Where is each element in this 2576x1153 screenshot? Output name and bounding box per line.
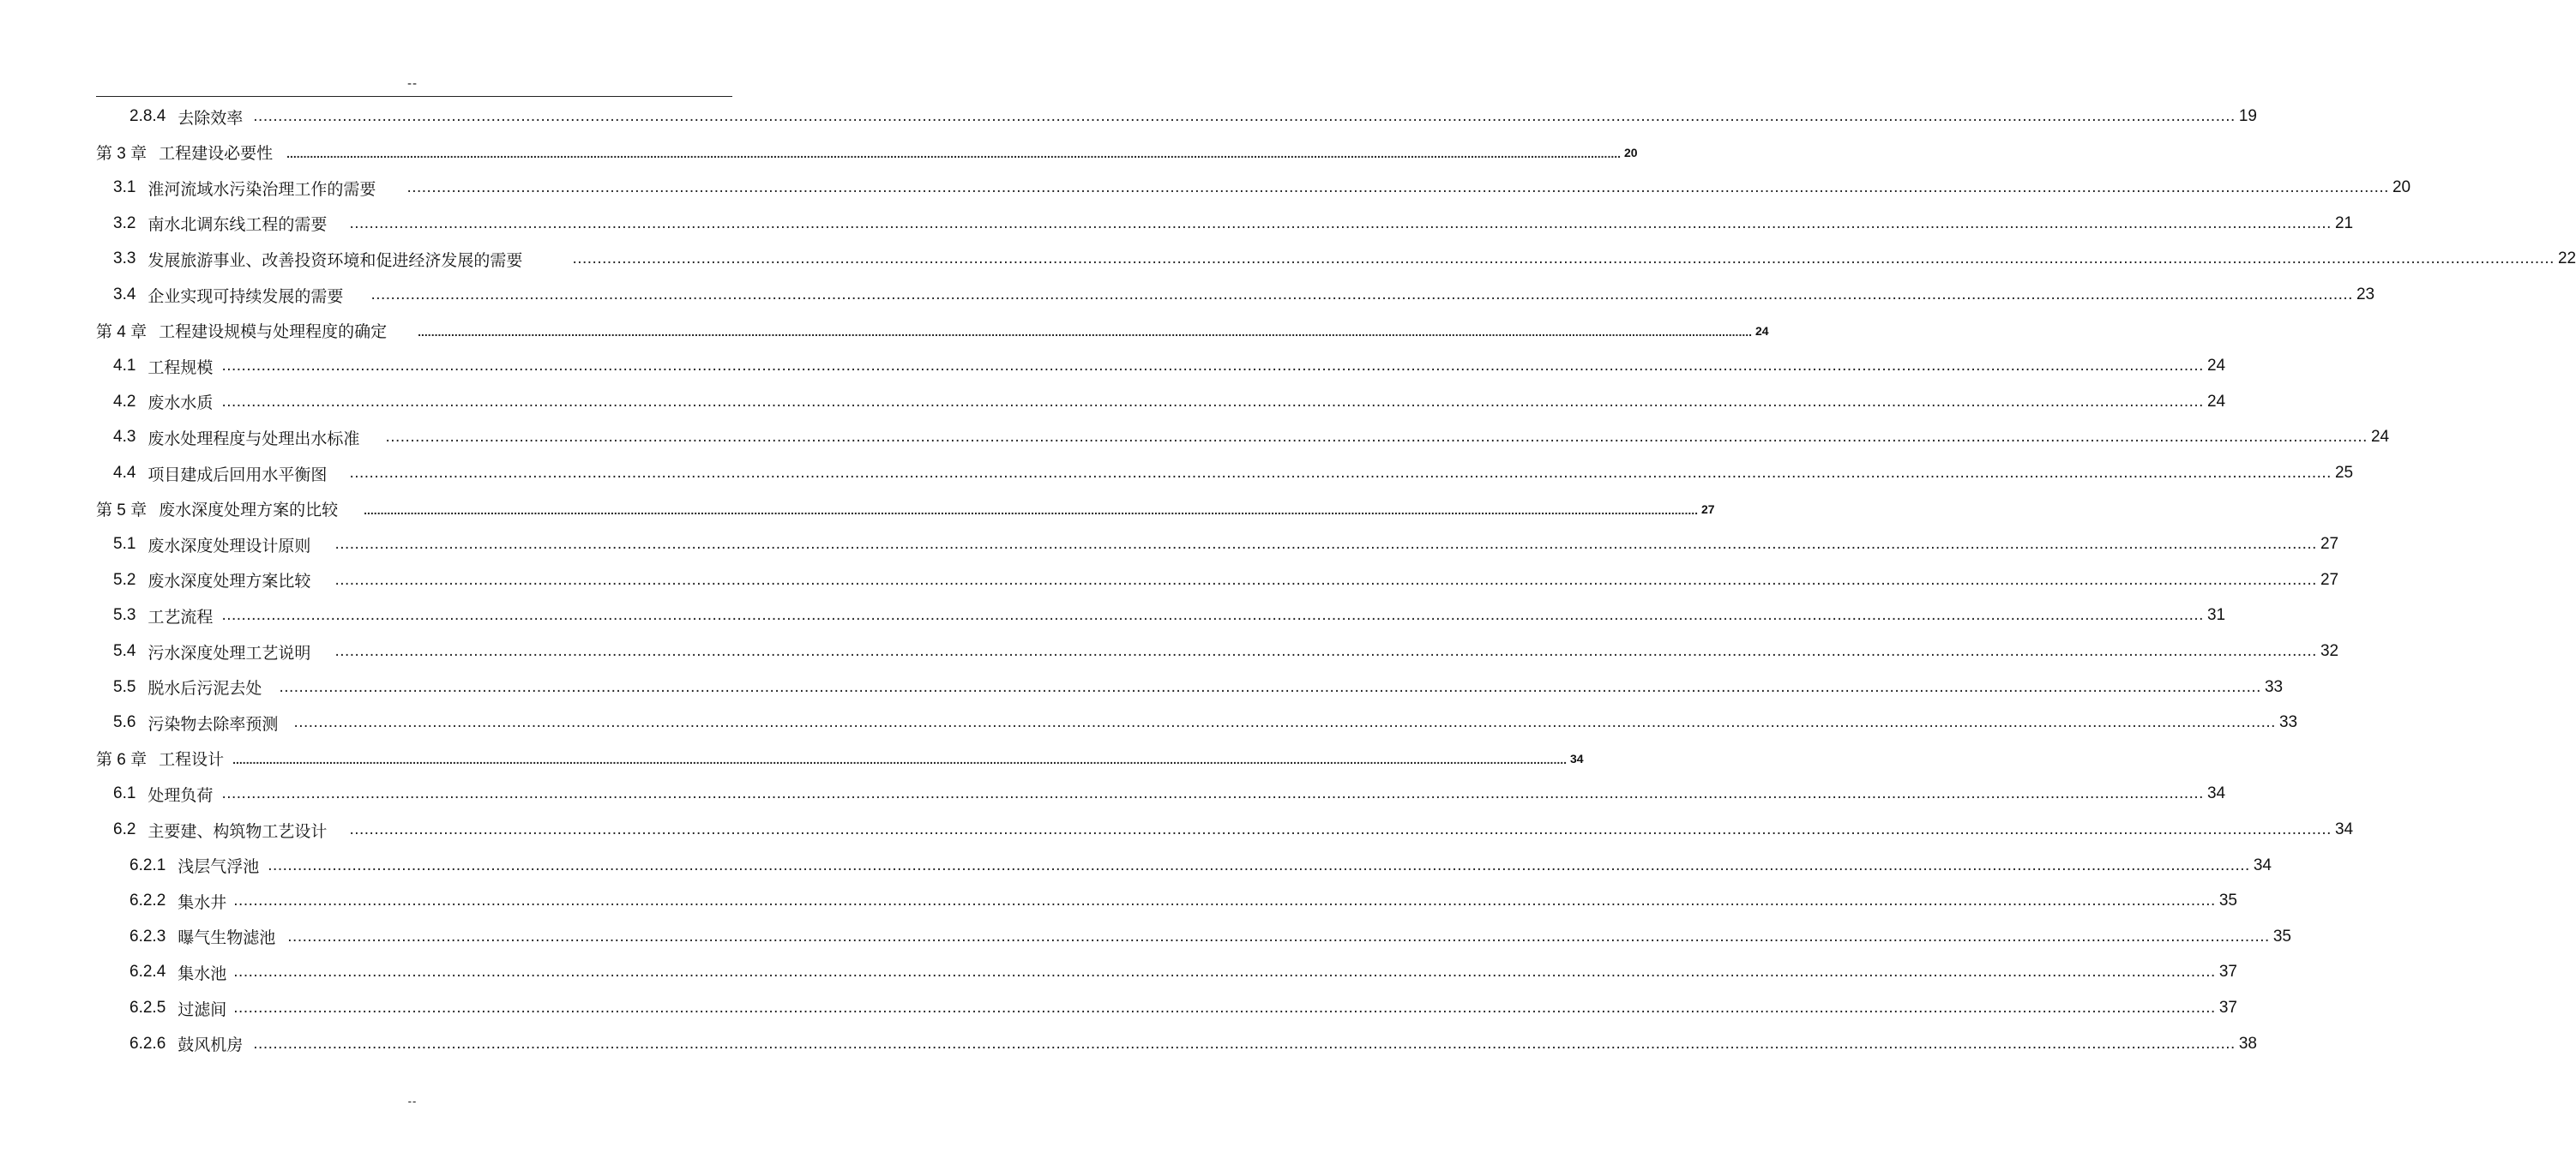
- toc-leader-dots: ................................................................................................................................................................................................................................................................................................................................................................................................................: [349, 213, 2332, 232]
- toc-entry-page-number: 34: [2206, 784, 2226, 803]
- toc-entry-第4章[interactable]: [96, 318, 1769, 344]
- toc-entry-title: 工程建设必要性: [159, 144, 274, 164]
- toc-entry-title: 集水池: [178, 964, 227, 983]
- toc-entry-title: 废水深度处理设计原则: [147, 536, 311, 555]
- toc-entry-page-number: 25: [2334, 464, 2354, 482]
- toc-entry-page-number: 24: [2206, 392, 2226, 411]
- toc-entry-5-1[interactable]: [113, 531, 2339, 557]
- toc-entry-title: 发展旅游事业、改善投资环境和促进经济发展的需要: [147, 250, 523, 270]
- toc-entry-6-2-2[interactable]: [129, 888, 2237, 914]
- toc-entry-number: 6.2.3: [129, 927, 166, 946]
- toc-entry-page-number: 27: [1701, 501, 1715, 516]
- toc-entry-title: 废水处理程度与处理出水标准: [147, 429, 360, 448]
- toc-entry-page-number: 24: [1755, 323, 1769, 338]
- toc-entry-第6章[interactable]: [96, 746, 1584, 772]
- toc-entry-4-2[interactable]: [113, 389, 2226, 415]
- toc-leader-dots: ................................................................................................................................................................................................................................................................................................................................................................................................................: [233, 999, 2216, 1017]
- toc-entry-number: 2.8.4: [129, 107, 166, 125]
- toc-entry-number: 第 5 章: [96, 501, 147, 520]
- toc-entry-4-3[interactable]: [113, 424, 2390, 450]
- toc-entry-number: 6.2.4: [129, 963, 166, 982]
- toc-entry-number: 6.2: [113, 820, 136, 838]
- toc-entry-number: 5.1: [113, 535, 136, 554]
- toc-leader-dots: ................................................................................................................................................................................................................................................................................................................................................................................................................: [572, 249, 2555, 268]
- toc-entry-title: 鼓风机房: [178, 1036, 244, 1055]
- toc-leader-dots: ................................................................................................................................................................................................................................................................................................................................................................................................................: [221, 784, 2204, 803]
- toc-leader-dots: ................................................................................................................................................................................................................................................................................................................................................................................................................: [287, 927, 2270, 946]
- toc-entry-page-number: 27: [2320, 570, 2339, 589]
- header-rule: [96, 96, 732, 97]
- toc-entry-title: 项目建成后回用水平衡图: [147, 465, 328, 484]
- toc-entry-title: 过滤间: [178, 1000, 227, 1019]
- toc-entry-4-4[interactable]: [113, 460, 2354, 486]
- toc-entry-page-number: 22: [2557, 249, 2576, 268]
- toc-entry-5-6[interactable]: [113, 710, 2298, 736]
- toc-entry-number: 6.2.5: [129, 999, 166, 1017]
- toc-leader-dots: ................................................................................................................................................................................................................................................................................................................................................................................................................: [406, 178, 2389, 197]
- toc-entry-page-number: 20: [1624, 145, 1638, 159]
- toc-entry-number: 4.1: [113, 357, 136, 375]
- toc-entry-title: 处理负荷: [147, 785, 214, 805]
- toc-leader-dots: ................................................................................................................................................................................................................................................................................................................................................................................................................: [334, 570, 2317, 589]
- toc-entry-第5章[interactable]: [96, 496, 1715, 522]
- toc-entry-6-2-1[interactable]: [129, 853, 2272, 879]
- toc-leader-dots: ................................................................................................................................................................................................................................................................................................................................................................................................................: [385, 428, 2368, 447]
- toc-entry-3-1[interactable]: [113, 175, 2411, 201]
- toc-entry-page-number: 37: [2218, 999, 2237, 1017]
- toc-entry-page-number: 33: [2264, 677, 2284, 696]
- toc-entry-page-number: 27: [2320, 535, 2339, 554]
- toc-entry-6-2-4[interactable]: [129, 959, 2237, 985]
- toc-entry-title: 废水水质: [147, 393, 214, 413]
- toc-leader-dots: ................................................................................................................................................................................................................................................................................................................................................................................................................: [334, 535, 2317, 554]
- toc-entry-number: 6.1: [113, 784, 136, 803]
- toc-entry-6-2[interactable]: [113, 817, 2354, 843]
- toc-entry-page-number: 20: [2392, 178, 2411, 197]
- toc-entry-title: 去除效率: [178, 108, 244, 128]
- toc-entry-5-5[interactable]: [113, 675, 2284, 700]
- toc-leader-dots: ................................................................................................................................................................................................................................................................................................................................................................................................................: [349, 820, 2332, 838]
- toc-entry-page-number: 21: [2334, 213, 2354, 232]
- toc-entry-number: 5.2: [113, 570, 136, 589]
- toc-entry-number: 5.3: [113, 606, 136, 625]
- toc-entry-page-number: 31: [2206, 606, 2226, 625]
- toc-entry-page-number: 37: [2218, 963, 2237, 982]
- toc-leader-dots: ................................................................................................................................................................................................................................................................................................................................................................................................................: [279, 677, 2261, 696]
- toc-entry-number: 6.2.6: [129, 1034, 166, 1053]
- toc-entry-number: 3.1: [113, 178, 136, 197]
- page-header-mark: --: [406, 77, 418, 91]
- toc-leader-dots: ................................................................................................................................................................................................................................................................................................................................................................................................................: [253, 1034, 2236, 1053]
- toc-entry-6-2-3[interactable]: [129, 924, 2291, 950]
- toc-entry-page-number: 23: [2356, 285, 2375, 303]
- toc-entry-number: 第 3 章: [96, 145, 147, 164]
- toc-entry-page-number: 34: [2334, 820, 2354, 838]
- toc-entry-page-number: 33: [2278, 713, 2298, 732]
- toc-entry-number: 第 6 章: [96, 751, 147, 770]
- toc-leader-dots: ................................................................................................................................................................................................................................................................................................................................................................................................................: [286, 146, 1621, 160]
- toc-leader-dots: ................................................................................................................................................................................................................................................................................................................................................................................................................: [221, 606, 2204, 625]
- toc-entry-page-number: 34: [1570, 751, 1584, 766]
- toc-entry-number: 5.6: [113, 713, 136, 732]
- toc-entry-3-2[interactable]: [113, 211, 2354, 237]
- toc-entry-5-3[interactable]: [113, 603, 2226, 628]
- toc-entry-number: 第 4 章: [96, 323, 147, 342]
- toc-entry-title: 工程设计: [159, 750, 225, 770]
- toc-entry-6-2-6[interactable]: [129, 1031, 2257, 1057]
- toc-entry-number: 5.5: [113, 677, 136, 696]
- toc-entry-title: 浅层气浮池: [178, 857, 260, 877]
- toc-entry-title: 工艺流程: [147, 607, 214, 627]
- toc-entry-title: 污水深度处理工艺说明: [147, 643, 311, 663]
- toc-entry-5-4[interactable]: [113, 639, 2339, 664]
- toc-entry-page-number: 24: [2206, 357, 2226, 375]
- toc-entry-page-number: 35: [2272, 927, 2291, 946]
- toc-entry-title: 淮河流域水污染治理工作的需要: [147, 179, 376, 199]
- toc-leader-dots: ................................................................................................................................................................................................................................................................................................................................................................................................................: [293, 713, 2276, 732]
- toc-entry-2-8-4[interactable]: [129, 104, 2257, 129]
- page-footer-mark: --: [407, 1096, 418, 1108]
- toc-entry-title: 废水深度处理方案比较: [147, 572, 311, 592]
- toc-entry-page-number: 24: [2370, 428, 2390, 447]
- toc-entry-page-number: 38: [2238, 1034, 2257, 1053]
- toc-leader-dots: ................................................................................................................................................................................................................................................................................................................................................................................................................: [253, 107, 2236, 125]
- toc-leader-dots: ................................................................................................................................................................................................................................................................................................................................................................................................................: [349, 464, 2332, 482]
- toc-entry-6-2-5[interactable]: [129, 995, 2237, 1021]
- toc-leader-dots: ................................................................................................................................................................................................................................................................................................................................................................................................................: [268, 856, 2250, 874]
- toc-entry-第3章[interactable]: [96, 140, 1638, 165]
- toc-leader-dots: ................................................................................................................................................................................................................................................................................................................................................................................................................: [334, 642, 2317, 660]
- toc-entry-3-4[interactable]: [113, 282, 2375, 308]
- toc-entry-page-number: 35: [2218, 892, 2237, 910]
- toc-entry-number: 6.2.1: [129, 856, 166, 874]
- toc-entry-title: 曝气生物滤池: [178, 928, 276, 948]
- toc-entry-page-number: 34: [2253, 856, 2272, 874]
- toc-entry-page-number: 32: [2320, 642, 2339, 660]
- toc-leader-dots: ................................................................................................................................................................................................................................................................................................................................................................................................................: [221, 392, 2204, 411]
- toc-entry-title: 工程规模: [147, 357, 214, 377]
- toc-entry-number: 3.2: [113, 213, 136, 232]
- toc-entry-title: 集水井: [178, 892, 227, 912]
- toc-entry-number: 4.3: [113, 428, 136, 447]
- toc-entry-4-1[interactable]: [113, 353, 2226, 379]
- toc-entry-5-2[interactable]: [113, 567, 2339, 593]
- toc-entry-title: 主要建、构筑物工艺设计: [147, 821, 328, 841]
- toc-entry-number: 4.2: [113, 392, 136, 411]
- toc-entry-number: 3.3: [113, 249, 136, 268]
- toc-entry-3-3[interactable]: [113, 246, 2576, 272]
- toc-leader-dots: ................................................................................................................................................................................................................................................................................................................................................................................................................: [418, 324, 1752, 339]
- toc-entry-title: 脱水后污泥去处: [147, 679, 262, 699]
- toc-entry-number: 4.4: [113, 464, 136, 482]
- toc-leader-dots: ................................................................................................................................................................................................................................................................................................................................................................................................................: [233, 892, 2216, 910]
- toc-entry-title: 南水北调东线工程的需要: [147, 215, 328, 235]
- toc-leader-dots: ................................................................................................................................................................................................................................................................................................................................................................................................................: [364, 502, 1698, 517]
- toc-entry-number: 6.2.2: [129, 892, 166, 910]
- toc-leader-dots: ................................................................................................................................................................................................................................................................................................................................................................................................................: [233, 963, 2216, 982]
- toc-entry-number: 3.4: [113, 285, 136, 303]
- toc-entry-title: 企业实现可持续发展的需要: [147, 286, 344, 306]
- toc-entry-page-number: 19: [2238, 107, 2257, 125]
- toc-entry-number: 5.4: [113, 642, 136, 660]
- toc-leader-dots: ................................................................................................................................................................................................................................................................................................................................................................................................................: [221, 357, 2204, 375]
- toc-entry-title: 污染物去除率预测: [147, 714, 279, 734]
- toc-leader-dots: ................................................................................................................................................................................................................................................................................................................................................................................................................: [370, 285, 2353, 303]
- toc-entry-6-1[interactable]: [113, 781, 2226, 807]
- toc-leader-dots: ................................................................................................................................................................................................................................................................................................................................................................................................................: [232, 752, 1567, 766]
- toc-entry-title: 废水深度处理方案的比较: [159, 501, 339, 520]
- toc-entry-title: 工程建设规模与处理程度的确定: [159, 322, 388, 342]
